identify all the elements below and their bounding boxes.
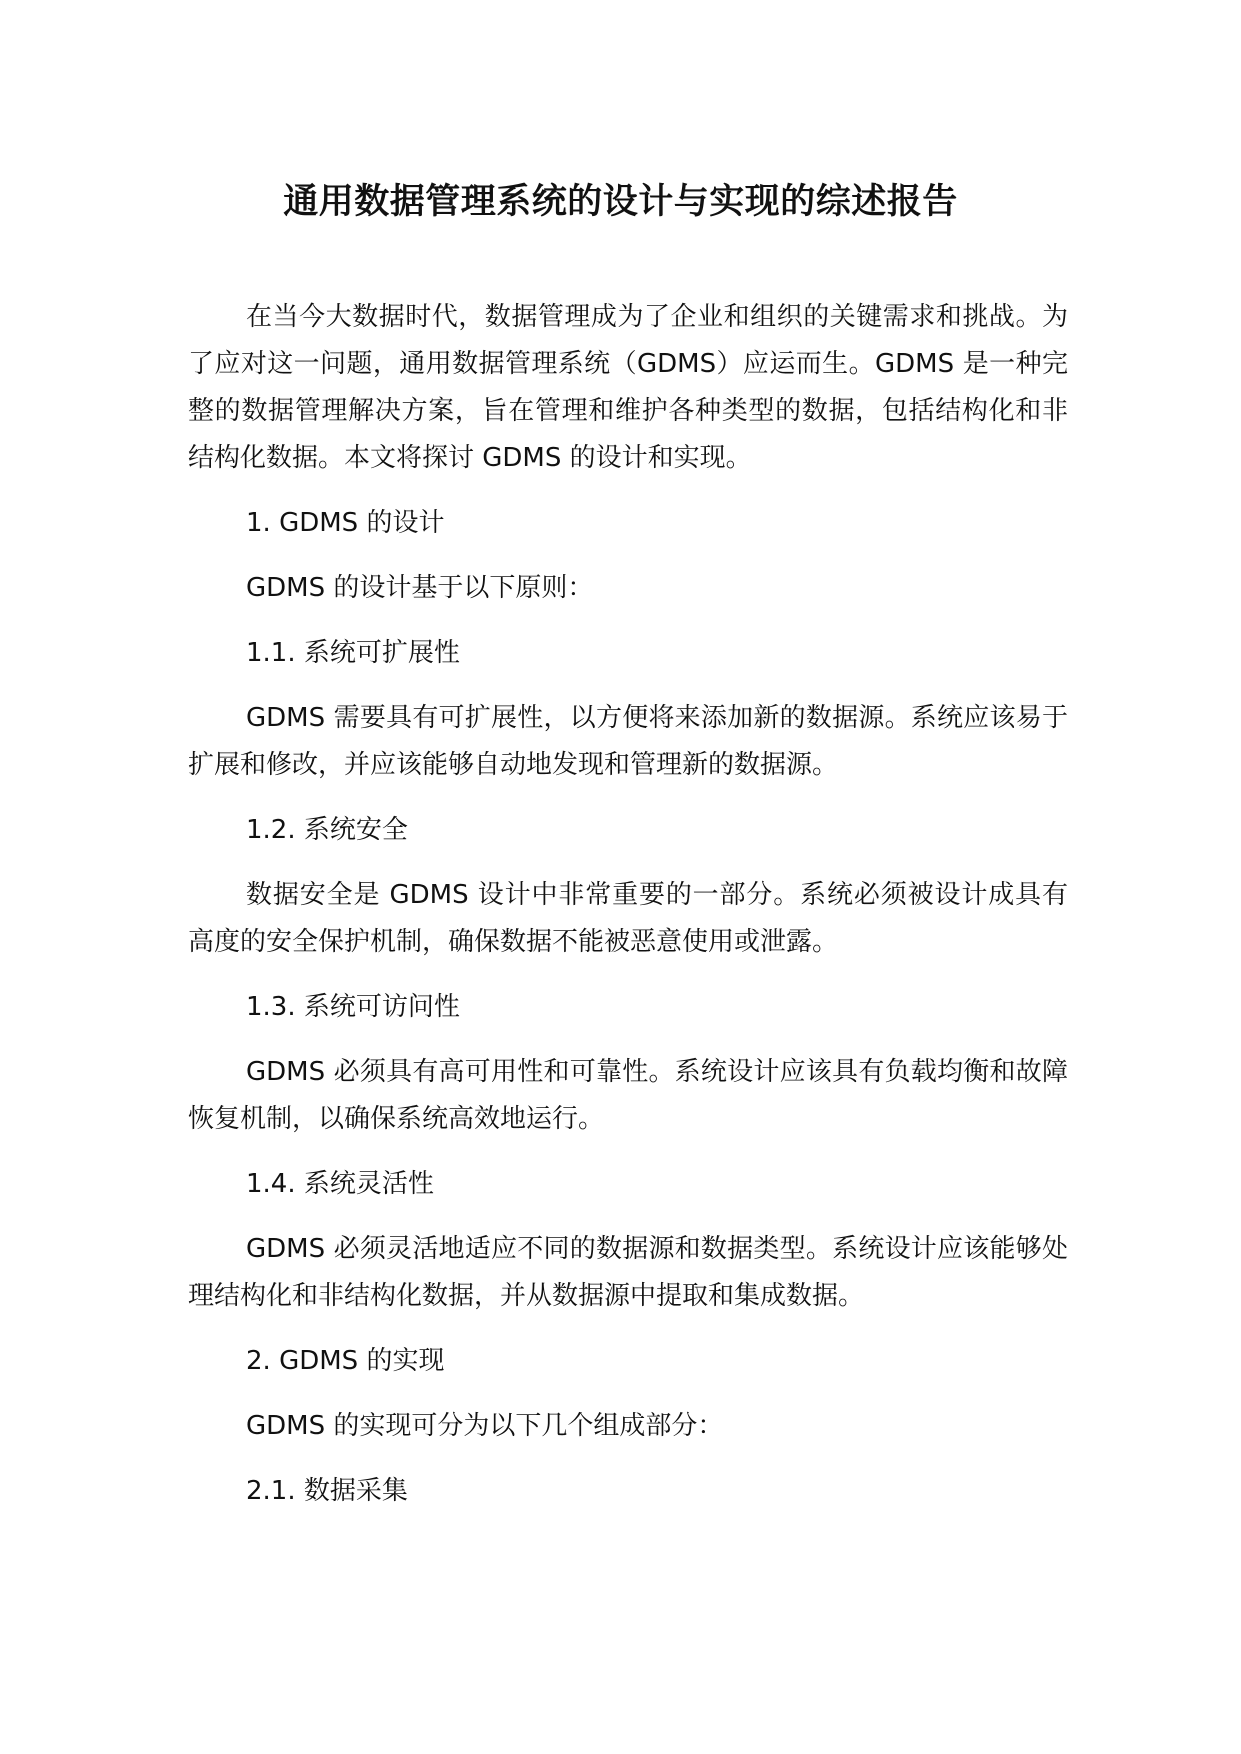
scalability-paragraph: GDMS 需要具有可扩展性，以方便将来添加新的数据源。系统应该易于扩展和修改，并应该能够自动地发现和管理新的数据源。 — [188, 703, 1068, 780]
security-paragraph: 数据安全是 GDMS 设计中非常重要的一部分。系统必须被设计成具有高度的安全保护机制，确保数据不能被恶意使用或泄露。 — [188, 880, 1068, 957]
flexibility-paragraph: GDMS 必须灵活地适应不同的数据源和数据类型。系统设计应该能够处理结构化和非结构化数据，并从数据源中提取和集成数据。 — [188, 1234, 1068, 1311]
subheading-scalability: 1.1. 系统可扩展性 — [246, 638, 460, 668]
subheading-accessibility: 1.3. 系统可访问性 — [246, 992, 460, 1022]
subheading-security: 1.2. 系统安全 — [246, 815, 408, 845]
intro-paragraph: 在当今大数据时代，数据管理成为了企业和组织的关键需求和挑战。为了应对这一问题，通用数据管理系统（GDMS）应运而生。GDMS 是一种完整的数据管理解决方案，旨在管理和维护各种类型的数据，包括结构化和非结构化数据。本文将探讨 GDMS 的设计和实现。 — [188, 302, 1068, 473]
section-heading-design: 1. GDMS 的设计 — [246, 508, 445, 538]
document-body — [188, 294, 1068, 1533]
document-title: 通用数据管理系统的设计与实现的综述报告 — [283, 182, 958, 222]
section-heading-implementation: 2. GDMS 的实现 — [246, 1346, 445, 1376]
implementation-intro: GDMS 的实现可分为以下几个组成部分： — [246, 1411, 724, 1441]
accessibility-paragraph: GDMS 必须具有高可用性和可靠性。系统设计应该具有负载均衡和故障恢复机制，以确保系统高效地运行。 — [188, 1057, 1068, 1134]
subheading-flexibility: 1.4. 系统灵活性 — [246, 1169, 434, 1199]
subheading-data-collection: 2.1. 数据采集 — [246, 1476, 408, 1506]
design-principles-intro: GDMS 的设计基于以下原则： — [246, 573, 594, 603]
